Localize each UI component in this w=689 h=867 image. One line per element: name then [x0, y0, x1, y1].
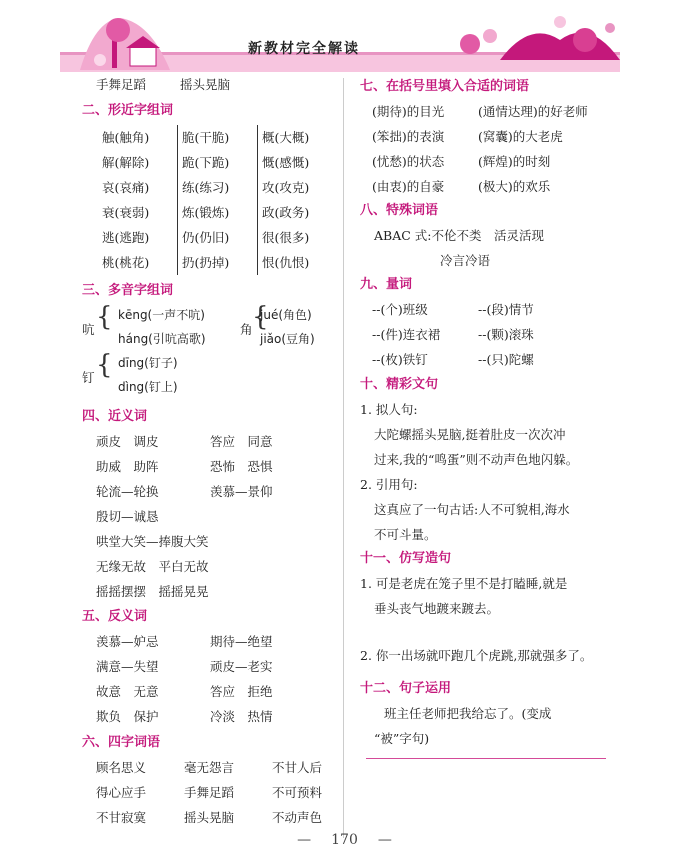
list-item: --(个)班级 --(段)情节	[372, 302, 534, 317]
list-item: (忧愁)的状态 (辉煌)的时刻	[372, 154, 551, 169]
polyphone-char: 吭	[82, 322, 95, 337]
list-item: 殷切—诚恳	[96, 509, 159, 524]
list-item: --(件)连衣裙 --(颗)滚珠	[372, 327, 534, 342]
section-title: 六、四字词语	[82, 735, 161, 750]
section-title: 九、量词	[360, 277, 413, 292]
list-item: 顽皮 调皮 答应 同意	[96, 434, 273, 449]
section-2	[82, 98, 337, 275]
list-item: 满意—失望 顽皮—老实	[96, 659, 273, 674]
section-title: 四、近义词	[82, 409, 148, 424]
list-item: 手舞足蹈 摇头晃脑	[96, 77, 231, 92]
section-6	[82, 730, 337, 830]
list-item: 得心应手 手舞足蹈 不可预料	[96, 785, 323, 800]
left-column	[96, 72, 336, 97]
header-title: 新教材完全解读	[248, 41, 360, 57]
page-number: — 170 —	[297, 832, 392, 848]
list-item: (期待)的目光 (通情达理)的好老师	[372, 104, 588, 119]
section-title: 三、多音字组词	[82, 283, 174, 298]
section-9	[360, 272, 620, 372]
section-title: 十、精彩文句	[360, 377, 439, 392]
section-title: 十二、句子运用	[360, 681, 452, 696]
table-row: 桃(桃花) 扔(扔掉) 恨(仇恨)	[102, 250, 337, 275]
column-divider	[343, 78, 344, 838]
section-title: 十一、仿写造句	[360, 551, 452, 566]
polyphone-char: 角	[240, 322, 253, 337]
section-title: 八、特殊词语	[360, 203, 439, 218]
list-item: 轮流—轮换 羡慕—景仰	[96, 484, 273, 499]
section-title: 二、形近字组词	[82, 103, 174, 118]
table-row: 逃(逃跑) 仍(仍旧) 很(很多)	[102, 225, 337, 250]
section-12: 十二、句子运用 班主任老师把我给忘了。(变成 “被”字句)	[360, 676, 620, 751]
section-title: 五、反义词	[82, 609, 148, 624]
section-10: 十、精彩文句 1. 拟人句: 大陀螺摇头晃脑,挺着肚皮一次次冲 过来,我的“鸣蛋”则不动声色地闪躲。 2. 引用句: 这真应了一句古话:人不可貌相,海水 不可斗量。	[360, 372, 620, 547]
table-row: 解(解除) 跪(下跪) 慨(感慨)	[102, 150, 337, 175]
table-row: 哀(哀痛) 练(练习) 攻(攻克)	[102, 175, 337, 200]
table-row: 触(触角) 脆(干脆) 概(大概)	[102, 125, 337, 150]
list-item: (笨拙)的表演 (窝囊)的大老虎	[372, 129, 563, 144]
section-4	[82, 404, 337, 604]
list-item: (由衷)的自豪 (极大)的欢乐	[372, 179, 551, 194]
list-item: 顾名思义 毫无怨言 不甘人后	[96, 760, 323, 775]
section-title: 七、在括号里填入合适的词语	[360, 79, 530, 94]
list-item: 摇摇摆摆 摇摇晃晃	[96, 584, 209, 599]
section-11: 十一、仿写造句 1. 可是老虎在笼子里不是打瞌睡,就是 垂头丧气地踱来踱去。 2. 你一出场就吓跑几个虎跳,那就强多了。	[360, 546, 620, 668]
section-5	[82, 604, 337, 729]
list-item: 故意 无意 答应 拒绝	[96, 684, 273, 699]
polyphone-char: 钉	[82, 370, 95, 385]
section-3: 三、多音字组词 吭 { kēng(一声不吭) háng(引吭高歌) 角 { jué(角色) jiǎo(豆角) 钉 { dīng(钉子) dìng(钉上)	[82, 278, 337, 403]
list-item: 哄堂大笑—捧腹大笑	[96, 534, 209, 549]
section-rule	[366, 758, 606, 759]
table-row: 衰(衰弱) 炼(锻炼) 政(政务)	[102, 200, 337, 225]
section-8: 八、特殊词语 ABAC 式:不伦不类 活灵活现 冷言冷语	[360, 198, 620, 273]
list-item: --(枚)铁钉 --(只)陀螺	[372, 352, 534, 367]
section-7	[360, 74, 620, 199]
house-tree-decoration	[80, 18, 170, 70]
list-item: 不甘寂寞 摇头晃脑 不动声色	[96, 810, 323, 825]
list-item: 欺负 保护 冷淡 热情	[96, 709, 273, 724]
list-item: 羡慕—妒忌 期待—绝望	[96, 634, 273, 649]
list-item: 助威 助阵 恐怖 恐惧	[96, 459, 273, 474]
list-item: 无缘无故 平白无故	[96, 559, 209, 574]
